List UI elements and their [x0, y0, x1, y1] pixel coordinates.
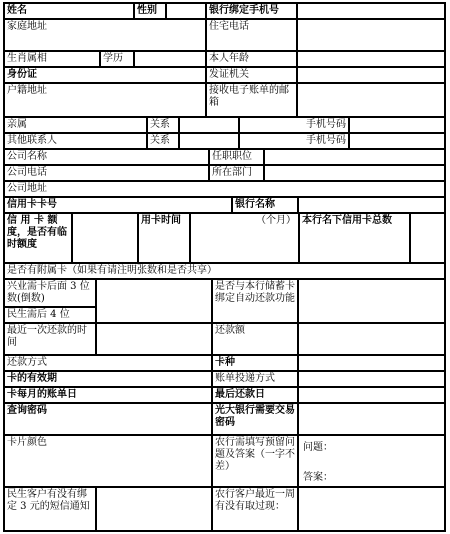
bank-phone-label: 银行绑定手机号 — [206, 3, 297, 19]
limit-question-label: 信 用 卡 额 度，是否有临时额度 — [4, 213, 72, 263]
supplementary-card-label: 是否有附属卡（如果有请注明张数和是否共享） — [4, 263, 445, 279]
name-label: 姓名 — [4, 3, 134, 19]
other-relation-value[interactable] — [179, 133, 239, 149]
last-repay-time-value[interactable] — [96, 323, 212, 355]
education-label: 学历 — [100, 51, 134, 67]
abc-recent-withdraw-value[interactable] — [298, 487, 445, 531]
position-value[interactable] — [264, 149, 445, 165]
gender-value[interactable] — [166, 3, 206, 19]
validity-label: 卡的有效期 — [4, 371, 212, 387]
company-phone-label: 公司电话 — [4, 165, 209, 181]
savings-binding-value[interactable] — [298, 279, 445, 323]
card-color-label: 卡片颜色 — [4, 435, 212, 487]
card-time-months: （个月） — [190, 213, 299, 263]
position-label: 任职职位 — [209, 149, 264, 165]
question-label: 问题： — [303, 442, 333, 453]
abc-question-label: 农行需填写预留问题及答案（一字不差） — [212, 435, 298, 487]
bank-phone-value[interactable] — [297, 3, 445, 19]
card-number-label: 信用卡卡号 — [4, 197, 232, 213]
card-type-value[interactable] — [298, 355, 445, 371]
card-time-label: 用卡时间 — [138, 213, 190, 263]
minsheng-sms-value[interactable] — [96, 487, 212, 531]
education-value[interactable] — [134, 51, 206, 67]
bill-email-value[interactable] — [297, 83, 445, 117]
bill-email-label: 接收电子账单的邮箱 — [206, 83, 297, 117]
repay-method-label: 还款方式 — [4, 355, 212, 371]
relative-mobile-label: 手机号码 — [239, 117, 349, 133]
relative-mobile-value[interactable] — [349, 117, 445, 133]
answer-label: 答案： — [303, 472, 333, 483]
age-value[interactable] — [297, 51, 445, 67]
other-relation-label: 关系 — [147, 133, 179, 149]
other-mobile-value[interactable] — [349, 133, 445, 149]
home-phone-value[interactable] — [297, 19, 445, 51]
department-value[interactable] — [264, 165, 445, 181]
minsheng-sms-label: 民生客户有没有绑定 3 元的短信通知 — [4, 487, 96, 531]
repay-amount-label: 还款额 — [212, 323, 298, 355]
other-contact-label: 其他联系人 — [4, 133, 147, 149]
query-password-label: 查询密码 — [4, 403, 212, 435]
bank-total-cards-label: 本行名下信用卡总数 — [299, 213, 410, 263]
home-phone-label: 住宅电话 — [206, 19, 297, 51]
issuing-authority-value[interactable] — [297, 67, 445, 83]
card-type-label: 卡种 — [212, 355, 298, 371]
minsheng-last4-label: 民生需后 4 位 — [4, 307, 96, 323]
repay-amount-value[interactable] — [298, 323, 445, 355]
zodiac-label: 生肖属相 — [4, 51, 100, 67]
relative-relation-value[interactable] — [179, 117, 239, 133]
card-digits-value[interactable] — [96, 279, 212, 323]
bill-day-label: 卡每月的账单日 — [4, 387, 212, 403]
relative-label: 亲属 — [4, 117, 147, 133]
bank-name-label: 银行名称 — [232, 197, 298, 213]
other-mobile-label: 手机号码 — [239, 133, 349, 149]
bill-delivery-label: 账单投递方式 — [212, 371, 298, 387]
everbright-password-value[interactable] — [298, 403, 445, 435]
abc-question-answer-cell[interactable] — [298, 435, 445, 487]
xingye-last3-label: 兴业需卡后面 3 位数(倒数) — [4, 279, 96, 307]
limit-value[interactable] — [72, 213, 138, 263]
last-repay-day-value[interactable] — [298, 387, 445, 403]
id-card-label: 身份证 — [4, 67, 206, 83]
company-name-label: 公司名称 — [4, 149, 209, 165]
savings-binding-label: 是否与本行储蓄卡绑定自动还款功能 — [212, 279, 298, 323]
last-repay-time-label: 最近一次还款的时间 — [4, 323, 96, 355]
gender-label: 性别 — [134, 3, 166, 19]
hukou-address-label: 户籍地址 — [4, 83, 206, 117]
issuing-authority-label: 发证机关 — [206, 67, 297, 83]
home-address-label: 家庭地址 — [4, 19, 206, 51]
department-label: 所在部门 — [209, 165, 264, 181]
abc-recent-withdraw-label: 农行客户最近一周有没有取过现： — [212, 487, 298, 531]
relative-relation-label: 关系 — [147, 117, 179, 133]
bank-total-cards-value[interactable] — [410, 213, 445, 263]
age-label: 本人年龄 — [206, 51, 297, 67]
credit-card-info-form — [3, 2, 446, 532]
everbright-password-label: 光大银行需要交易密码 — [212, 403, 298, 435]
bank-name-value[interactable] — [298, 197, 445, 213]
bill-delivery-value[interactable] — [298, 371, 445, 387]
company-address-label: 公司地址 — [4, 181, 445, 197]
last-repay-day-label: 最后还款日 — [212, 387, 298, 403]
